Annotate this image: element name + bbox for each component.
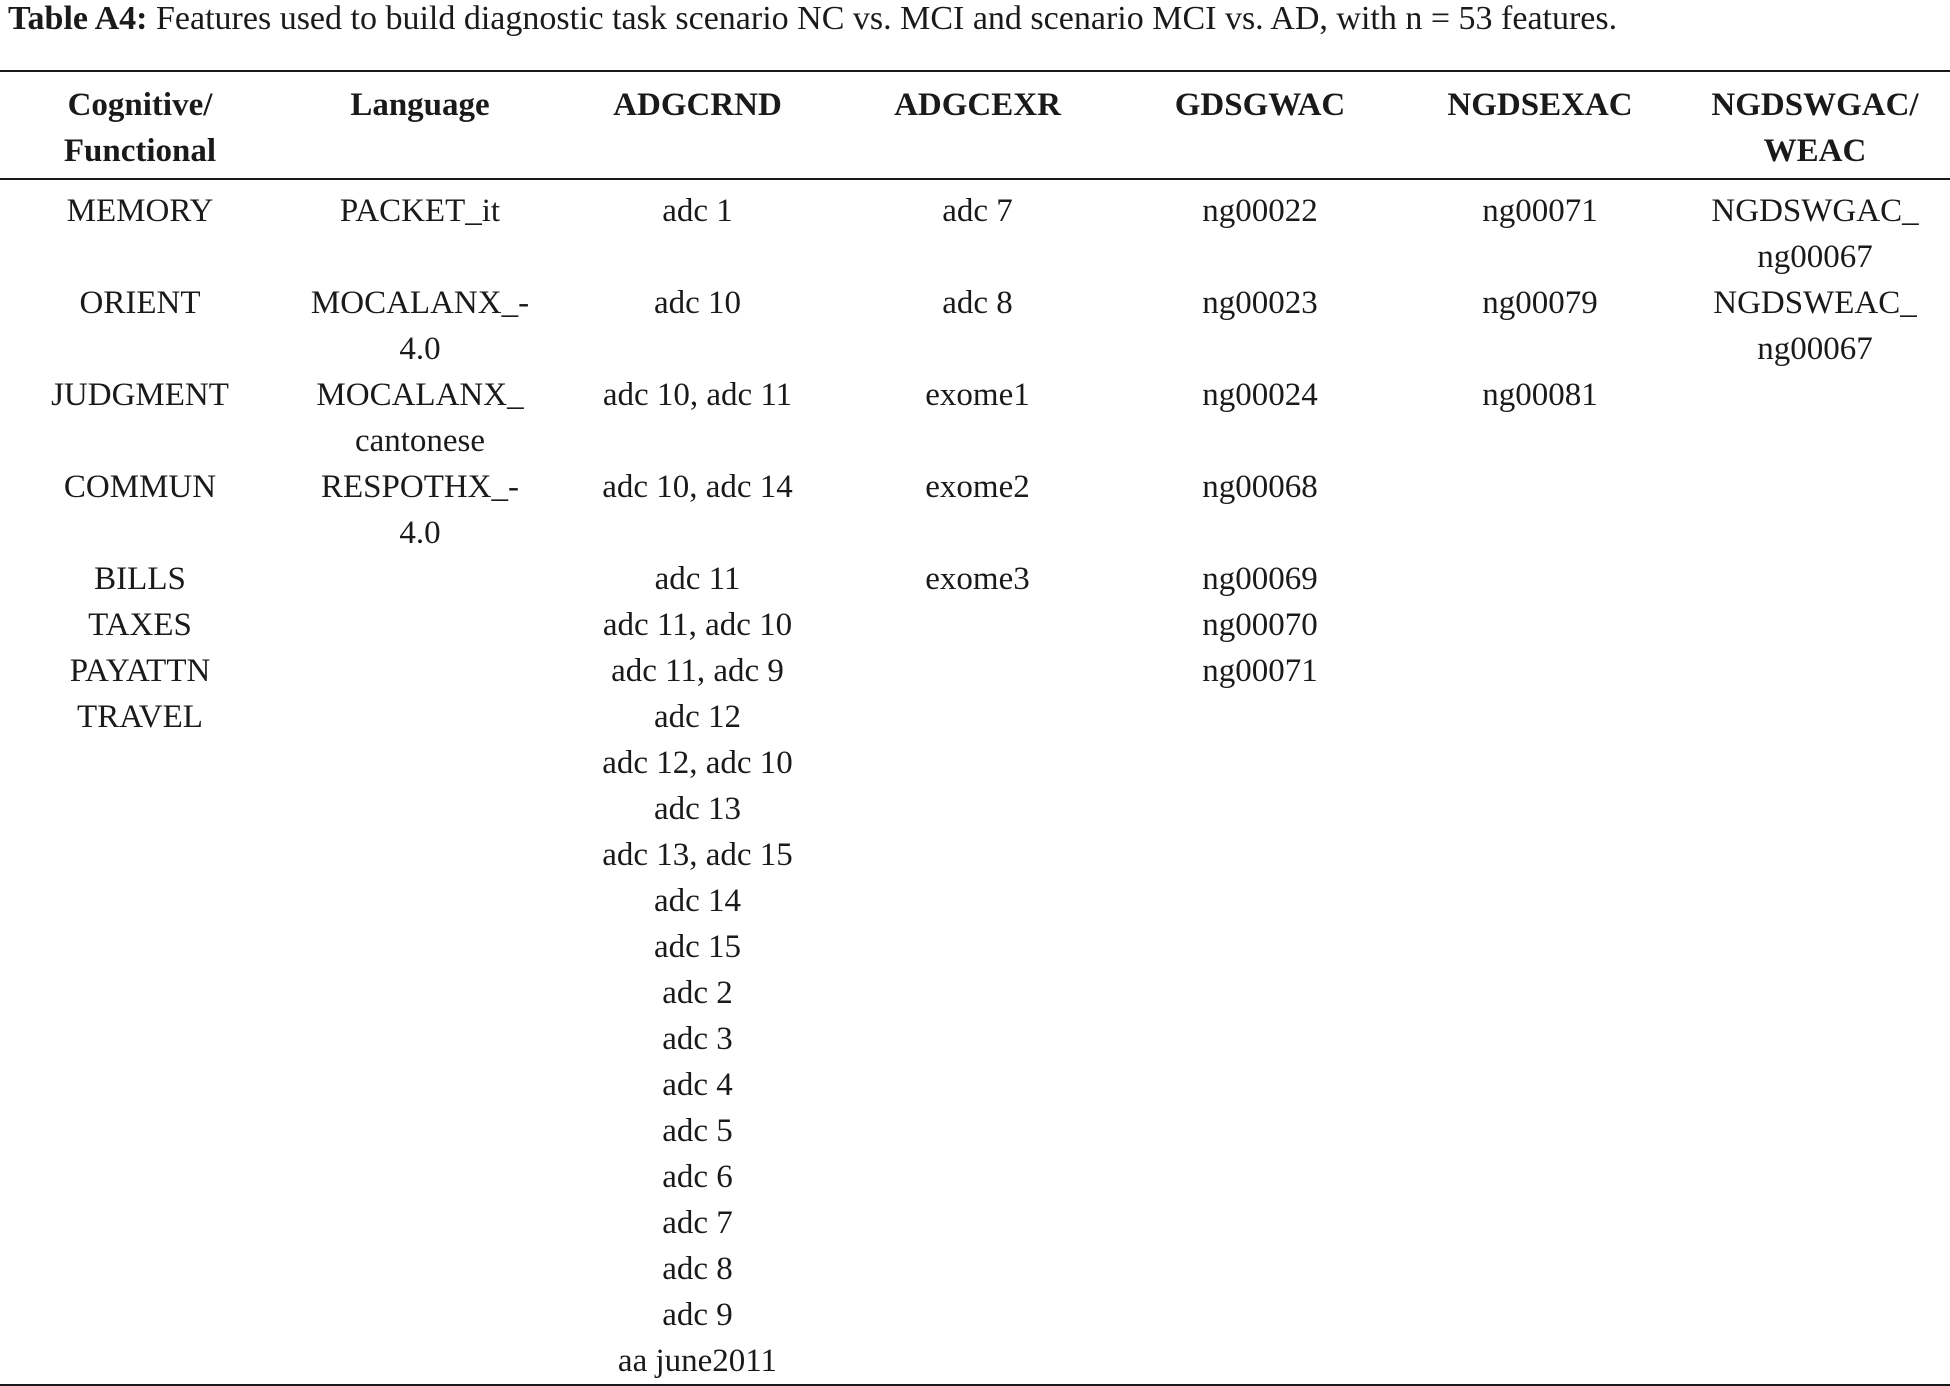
table-cell: adc 10 bbox=[653, 285, 742, 321]
table-cell: adc 1 bbox=[662, 193, 733, 229]
header-ngdsexac: NGDSEXAC bbox=[1447, 87, 1633, 123]
table-cell bbox=[280, 372, 560, 464]
cell-line: MOCALANX_ bbox=[316, 377, 524, 413]
column-language bbox=[280, 188, 560, 556]
cell-line: 4.0 bbox=[399, 331, 441, 367]
table-cell: ng00068 bbox=[1202, 469, 1318, 505]
table-cell: TAXES bbox=[88, 607, 192, 643]
header-language: Language bbox=[350, 87, 490, 123]
table-cell: BILLS bbox=[94, 561, 186, 597]
table-cell: adc 5 bbox=[662, 1113, 733, 1149]
table-cell: adc 12 bbox=[653, 699, 742, 735]
table-cell: exome1 bbox=[925, 377, 1030, 413]
table-cell: adc 10, adc 14 bbox=[602, 469, 793, 505]
cell-line: MOCALANX_- bbox=[310, 285, 530, 321]
header-ngdswgac-line2: WEAC bbox=[1763, 133, 1867, 169]
table-cell: adc 11, adc 10 bbox=[602, 607, 793, 643]
header-adgcexr: ADGCEXR bbox=[894, 87, 1061, 123]
table-cell: ng00081 bbox=[1482, 377, 1598, 413]
table-cell bbox=[280, 464, 560, 556]
header-cognitive-line1: Cognitive/ bbox=[67, 87, 213, 123]
header-ngdswgac-weac bbox=[1680, 82, 1950, 174]
header-gdsgwac: GDSGWAC bbox=[1174, 87, 1346, 123]
table-cell: ng00070 bbox=[1202, 607, 1318, 643]
cell-line: cantonese bbox=[354, 423, 486, 459]
table-cell: ng00023 bbox=[1202, 285, 1318, 321]
table-cell: adc 11 bbox=[654, 561, 741, 597]
header-ngdswgac-line1: NGDSWGAC/ bbox=[1711, 87, 1919, 123]
column-ngdswgac-weac bbox=[1680, 188, 1950, 372]
table-header-row bbox=[0, 82, 1950, 174]
header-cognitive-functional bbox=[0, 82, 280, 174]
caption-text: Features used to build diagnostic task scenario NC vs. MCI and scenario MCI vs. AD, with n = 53 features. bbox=[147, 0, 1618, 37]
cell-line: ng00067 bbox=[1757, 239, 1873, 275]
table-cell: PAYATTN bbox=[69, 653, 211, 689]
column-gdsgwac bbox=[1120, 188, 1400, 694]
table-cell: ng00069 bbox=[1202, 561, 1318, 597]
table-cell bbox=[1680, 280, 1950, 372]
table-cell: ng00071 bbox=[1202, 653, 1318, 689]
caption-label: Table A4: bbox=[8, 0, 148, 37]
table-header-rule bbox=[0, 178, 1950, 180]
table-cell bbox=[280, 280, 560, 372]
column-ngdsexac bbox=[1400, 188, 1680, 464]
table-cell: adc 8 bbox=[662, 1251, 733, 1287]
table-cell: adc 11, adc 9 bbox=[611, 653, 784, 689]
cell-line: 4.0 bbox=[399, 515, 441, 551]
table-cell: COMMUN bbox=[63, 469, 217, 505]
table-cell: adc 6 bbox=[662, 1159, 733, 1195]
table-cell: adc 14 bbox=[653, 883, 742, 919]
column-adgcexr bbox=[835, 188, 1120, 602]
header-adgcrnd: ADGCRND bbox=[613, 87, 782, 123]
table-cell bbox=[280, 188, 560, 280]
table-cell: JUDGMENT bbox=[51, 377, 229, 413]
table-caption bbox=[8, 0, 1948, 38]
cell-line: NGDSWGAC_ bbox=[1711, 193, 1919, 229]
table-cell: adc 12, adc 10 bbox=[602, 745, 793, 781]
table-cell: adc 2 bbox=[662, 975, 733, 1011]
cell-line: RESPOTHX_- bbox=[320, 469, 520, 505]
table-cell: ng00022 bbox=[1202, 193, 1318, 229]
table-top-rule bbox=[0, 70, 1950, 72]
table-cell: ng00071 bbox=[1482, 193, 1598, 229]
table-cell: adc 13 bbox=[653, 791, 742, 827]
cell-line: PACKET_it bbox=[339, 193, 501, 229]
table-cell: ORIENT bbox=[79, 285, 201, 321]
table-cell: adc 3 bbox=[662, 1021, 733, 1057]
table-cell: ng00079 bbox=[1482, 285, 1598, 321]
table-cell: adc 8 bbox=[942, 285, 1013, 321]
table-cell bbox=[1680, 188, 1950, 280]
column-adgcrnd bbox=[560, 188, 835, 1384]
table-cell: aa june2011 bbox=[617, 1343, 778, 1379]
cell-line: NGDSWEAC_ bbox=[1713, 285, 1917, 321]
table-cell: MEMORY bbox=[66, 193, 214, 229]
column-cognitive-functional bbox=[0, 188, 280, 740]
header-cognitive-line2: Functional bbox=[63, 133, 217, 169]
table-cell: ng00024 bbox=[1202, 377, 1318, 413]
table-cell: adc 7 bbox=[662, 1205, 733, 1241]
table-cell: TRAVEL bbox=[77, 699, 203, 735]
table-cell: adc 4 bbox=[662, 1067, 733, 1103]
table-cell: adc 13, adc 15 bbox=[602, 837, 793, 873]
table-cell: exome2 bbox=[925, 469, 1030, 505]
table-cell: adc 10, adc 11 bbox=[602, 377, 793, 413]
table-cell: adc 9 bbox=[662, 1297, 733, 1333]
table-cell: adc 7 bbox=[942, 193, 1013, 229]
cell-line: ng00067 bbox=[1757, 331, 1873, 367]
table-cell: exome3 bbox=[925, 561, 1030, 597]
table-cell: adc 15 bbox=[653, 929, 742, 965]
